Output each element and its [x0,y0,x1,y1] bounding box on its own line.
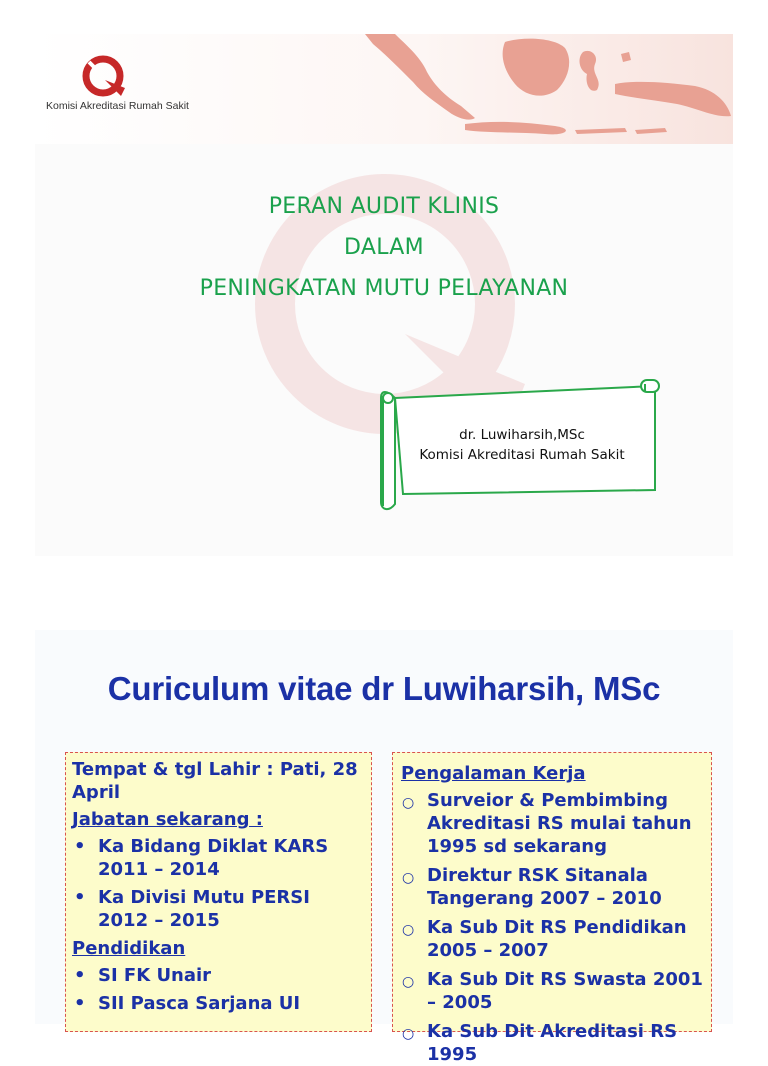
work-experience-box [392,752,712,1065]
list-item: ○ Surveior & Pembimbing Akreditasi RS mulai tahun 1995 sd sekarang [402,790,692,857]
position-heading: Jabatan sekarang : [72,809,263,830]
list-item: • Ka Divisi Mutu PERSI 2012 – 2015 [74,887,310,931]
list-item: ○ Ka Sub Dit RS Pendidikan 2005 – 2007 [402,917,687,961]
presenter-organization: Komisi Akreditasi Rumah Sakit [419,447,625,463]
birth-info: Tempat & tgl Lahir : Pati, 28 April [72,759,358,803]
list-item: • SII Pasca Sarjana UI [74,993,301,1014]
kars-logo [75,50,131,106]
logo-caption: Komisi Akreditasi Rumah Sakit [46,100,189,112]
title-line-1: PERAN AUDIT KLINIS [268,194,500,219]
presenter-info [407,425,637,465]
list-item: ○ Ka Sub Dit Akreditasi RS 1995 [402,1021,678,1065]
position-list [72,835,365,932]
personal-info-box [65,752,372,1032]
education-heading: Pendidikan [72,938,186,959]
list-item: • SI FK Unair [74,965,212,986]
cv-title: Curiculum vitae dr Luwiharsih, MSc [107,670,661,707]
education-list [72,964,365,1015]
indonesia-map-graphic [365,34,733,144]
list-item: ○ Direktur RSK Sitanala Tangerang 2007 – 2010 [402,865,662,909]
cv-slide [35,630,733,1065]
presenter-name: dr. Luwiharsih,MSc [459,427,585,443]
list-item: • Ka Bidang Diklat KARS 2011 – 2014 [74,836,329,880]
title-slide [35,34,733,556]
title-line-3: PENINGKATAN MUTU PELAYANAN [199,276,569,301]
title-line-2: DALAM [344,235,424,260]
experience-list [401,789,703,1066]
experience-heading: Pengalaman Kerja [401,763,586,784]
list-item: ○ Ka Sub Dit RS Swasta 2001 – 2005 [402,969,703,1013]
